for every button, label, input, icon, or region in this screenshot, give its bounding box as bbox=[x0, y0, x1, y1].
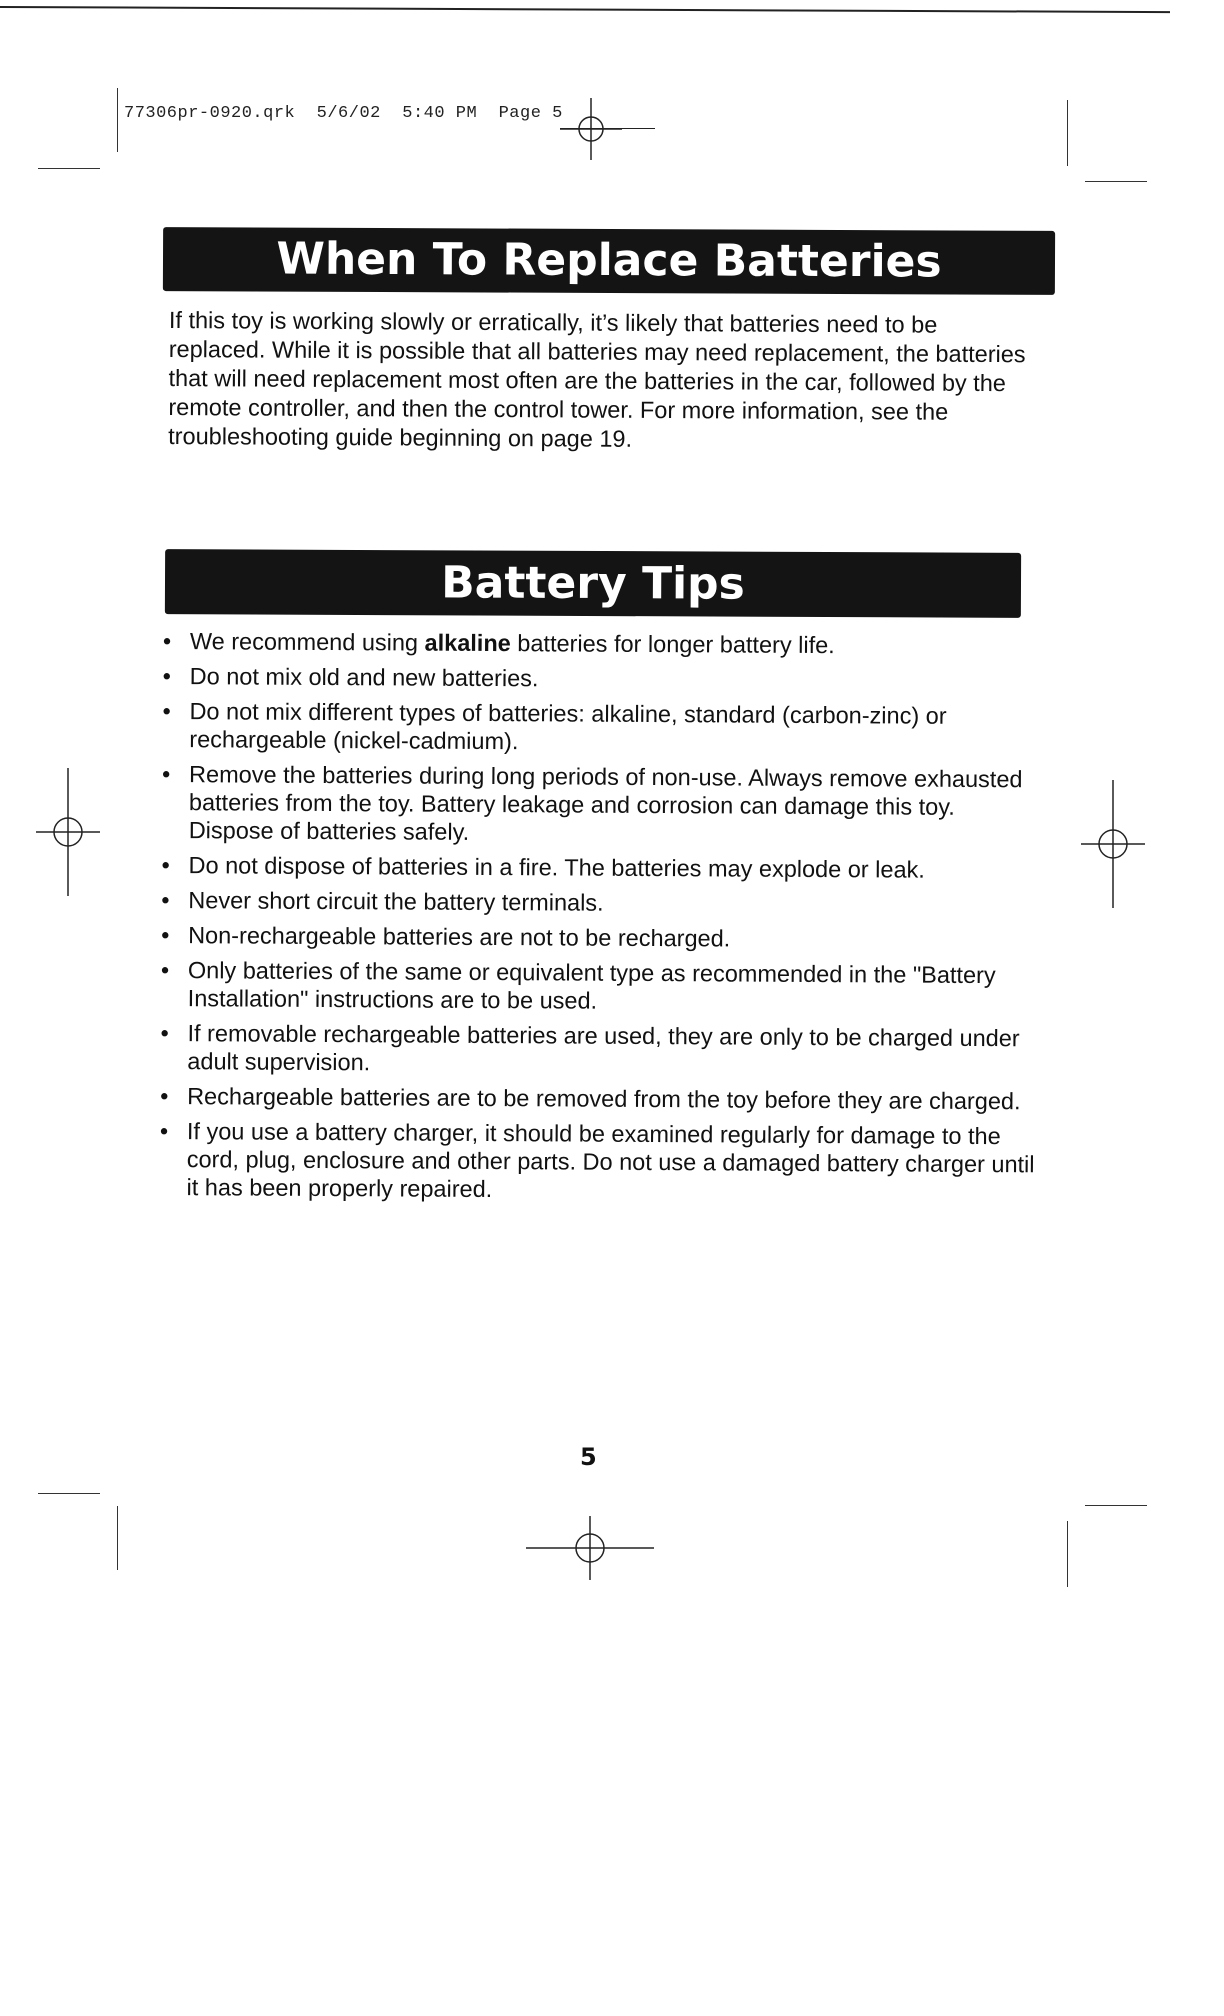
tip-item-11 bbox=[159, 1117, 1039, 1206]
section-heading-battery-tips: Battery Tips bbox=[165, 549, 1021, 618]
section-heading-replace-batteries: When To Replace Batteries bbox=[163, 227, 1055, 295]
bullet-10: • bbox=[160, 1082, 169, 1110]
crop-mark-top-left-horizontal bbox=[38, 168, 100, 169]
registration-mark-top-icon bbox=[560, 96, 622, 162]
replace-batteries-text: If this toy is working slowly or erratically, it’s likely that batteries need to be replaced. While it is possible that all batteries may need replacement, the batteries that will need replacement most often are the batteries in the car, followed by the remote controller, and then the control tower. For more information, see the troubleshooting guide beginning on page 19. bbox=[168, 306, 1026, 452]
tip-1-lead: We recommend using bbox=[189, 628, 425, 656]
slug-file: 77306pr-0920.qrk bbox=[124, 104, 296, 123]
bullet-7: • bbox=[161, 921, 170, 949]
tip-1-emphasis: alkaline bbox=[424, 629, 511, 657]
slug-date: 5/6/02 bbox=[316, 104, 381, 123]
page-number: 5 bbox=[580, 1443, 597, 1471]
crop-mark-top-left-vertical bbox=[117, 88, 118, 152]
registration-mark-right-icon bbox=[1081, 780, 1145, 908]
crop-mark-bottom-left-vertical bbox=[117, 1506, 118, 1570]
bullet-6: • bbox=[161, 886, 170, 914]
crop-mark-bottom-left-horizontal bbox=[38, 1493, 100, 1494]
bullet-2: • bbox=[162, 662, 172, 690]
tip-1-rest: batteries for longer battery life. bbox=[510, 630, 835, 659]
bullet-5: • bbox=[161, 851, 170, 879]
tip-11-text: If you use a battery charger, it should be examined regularly for damage to the cord, plug, enclosure and other parts. Do not use a damaged battery charger until it has been properly repaired. bbox=[186, 1118, 1035, 1203]
tip-5-text: Do not dispose of batteries in a fire. The batteries may explode or leak. bbox=[188, 852, 925, 883]
tip-7-text: Non-rechargeable batteries are not to be recharged. bbox=[188, 922, 731, 952]
tip-10-text: Rechargeable batteries are to be removed from the toy before they are charged. bbox=[187, 1083, 1021, 1115]
top-scan-edge-line bbox=[0, 6, 1170, 13]
crop-mark-top-right-horizontal bbox=[1085, 181, 1147, 182]
bullet-3: • bbox=[162, 697, 171, 725]
crop-mark-bottom-right-vertical bbox=[1067, 1521, 1068, 1587]
bullet-4: • bbox=[162, 760, 171, 788]
tip-item-4 bbox=[162, 760, 1042, 849]
tip-4-text: Remove the batteries during long periods of non-use. Always remove exhausted batteries from the toy. Battery leakage and corrosion can damage this toy. Dispose of batteries safely. bbox=[188, 761, 1023, 845]
replace-batteries-paragraph bbox=[168, 306, 1029, 456]
tip-item-2 bbox=[163, 662, 1043, 695]
bullet-1: • bbox=[162, 628, 172, 655]
registration-mark-left-icon bbox=[36, 768, 100, 896]
print-slug bbox=[124, 104, 563, 123]
tip-3-text: Do not mix different types of batteries: alkaline, standard (carbon-zinc) or rechargeable (nickel-cadmium). bbox=[189, 698, 947, 755]
tip-8-text: Only batteries of the same or equivalent type as recommended in the "Battery Installation" instructions are to be used. bbox=[187, 957, 996, 1014]
battery-tips-list bbox=[159, 627, 1043, 1213]
tip-item-10 bbox=[160, 1082, 1040, 1115]
registration-mark-bottom-icon bbox=[526, 1516, 654, 1580]
crop-mark-top-right-vertical bbox=[1067, 100, 1068, 166]
tip-2-text: Do not mix old and new batteries. bbox=[189, 663, 539, 692]
bullet-11: • bbox=[159, 1117, 169, 1145]
tip-6-text: Never short circuit the battery terminals. bbox=[188, 887, 604, 916]
tip-9-text: If removable rechargeable batteries are used, they are only to be charged under adult supervision. bbox=[187, 1020, 1020, 1076]
tip-item-1 bbox=[163, 627, 1043, 660]
tip-item-6 bbox=[161, 886, 1041, 919]
tip-item-7 bbox=[161, 921, 1041, 954]
tip-item-3 bbox=[162, 697, 1042, 758]
bullet-8: • bbox=[160, 956, 170, 984]
tip-item-5 bbox=[161, 851, 1041, 884]
tip-item-9 bbox=[160, 1019, 1040, 1080]
slug-time: 5:40 PM bbox=[402, 104, 478, 123]
slug-page: Page 5 bbox=[498, 104, 563, 123]
bullet-9: • bbox=[160, 1019, 169, 1047]
crop-mark-bottom-right-horizontal bbox=[1085, 1505, 1147, 1506]
tip-item-8 bbox=[161, 956, 1041, 1017]
